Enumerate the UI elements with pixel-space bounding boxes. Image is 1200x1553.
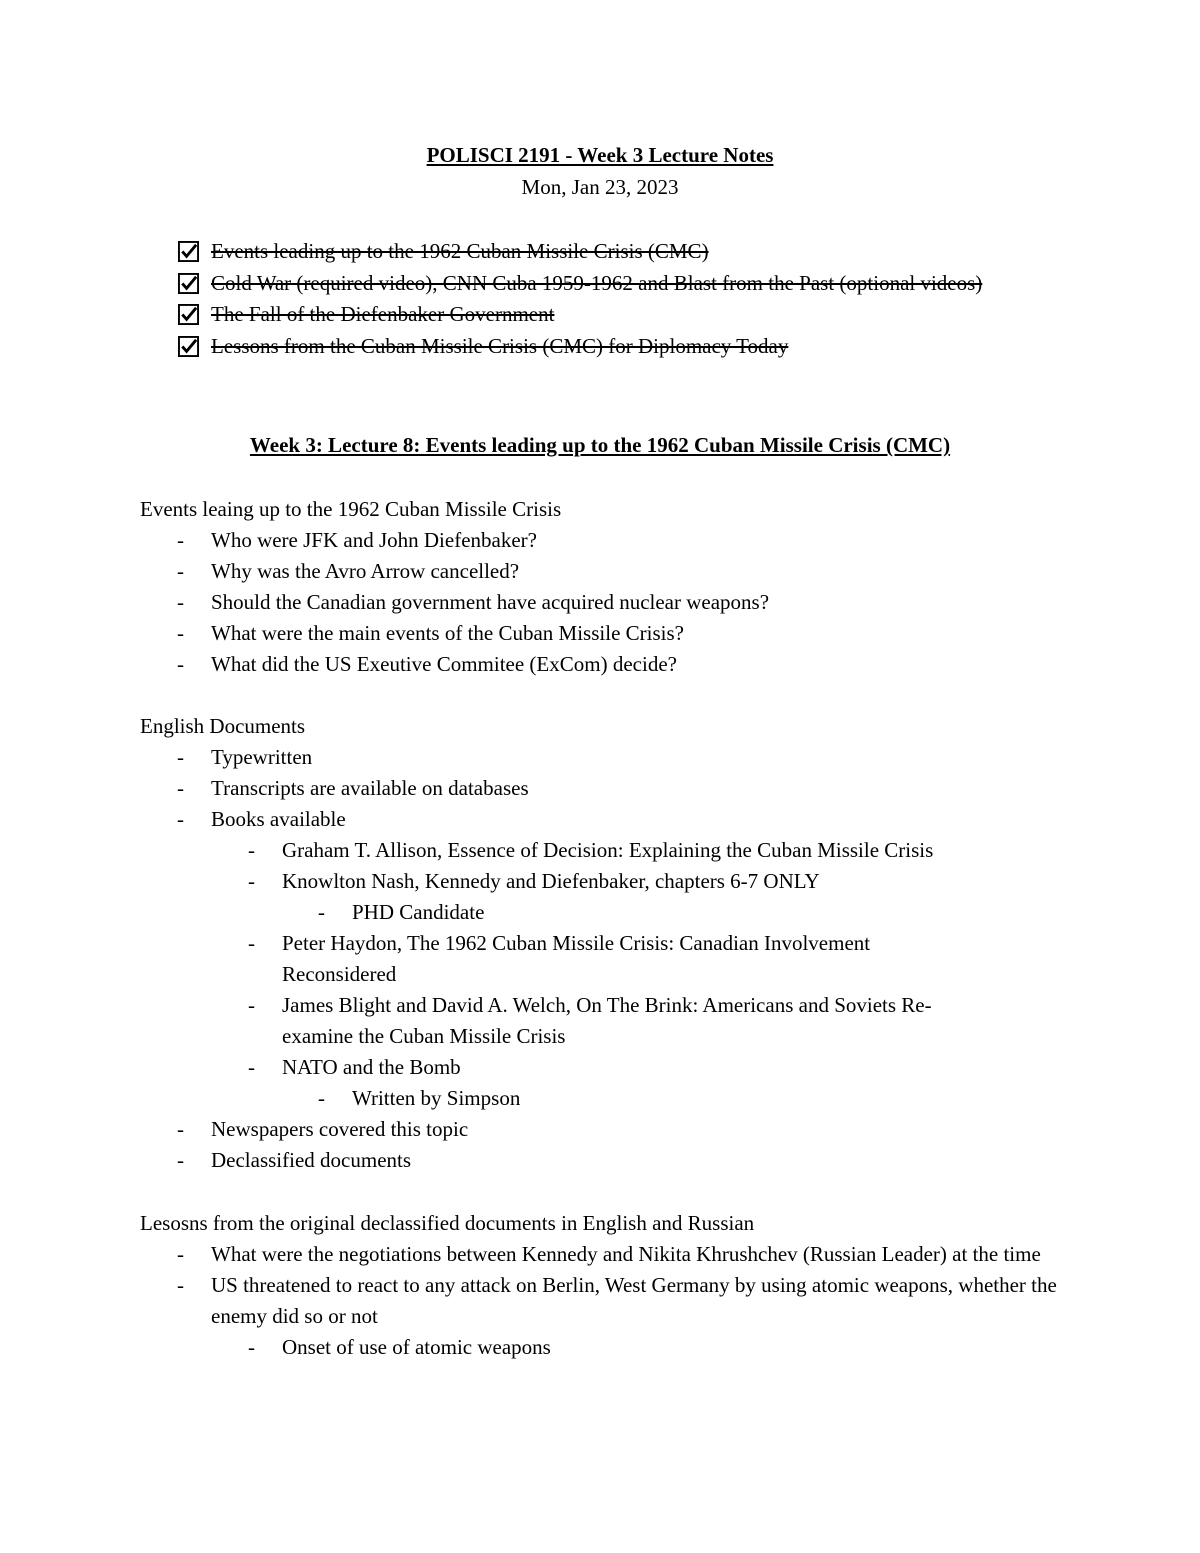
agenda-checklist: [178, 236, 1038, 362]
list-item: - PHD Candidate: [140, 897, 1100, 928]
checklist-item-text: The Fall of the Diefenbaker Government: [211, 302, 555, 326]
list-item: - US threatened to react to any attack on Berlin, West Germany by using atomic weapons, whether the enemy did so or not: [140, 1270, 1081, 1332]
list-item: - Newspapers covered this topic: [140, 1114, 1100, 1145]
list-item: - What did the US Exeutive Commitee (ExCom) decide?: [140, 649, 1100, 680]
list-item: - James Blight and David A. Welch, On The Brink: Americans and Soviets Re-examine the Cuban Missile Crisis: [140, 990, 972, 1052]
list-item: - What were the negotiations between Kennedy and Nikita Khrushchev (Russian Leader) at the time: [140, 1239, 1071, 1270]
dash-marker: -: [177, 1242, 184, 1266]
section-lessons: [140, 1208, 1100, 1363]
dash-marker: -: [177, 1117, 184, 1141]
list-item: - Onset of use of atomic weapons: [140, 1332, 1100, 1363]
dash-marker: -: [177, 590, 184, 614]
page-title: POLISCI 2191 - Week 3 Lecture Notes: [426, 143, 774, 167]
list-item: - Declassified documents: [140, 1145, 1100, 1176]
section-events: [140, 494, 1100, 680]
dash-marker: -: [177, 745, 184, 769]
list-item: - Books available: [140, 804, 1100, 835]
checked-checkbox-icon[interactable]: [178, 336, 199, 357]
dash-marker: -: [248, 931, 255, 955]
list-item: - Peter Haydon, The 1962 Cuban Missile Crisis: Canadian Involvement Reconsidered: [140, 928, 942, 990]
list-item: - Typewritten: [140, 742, 1100, 773]
page-date: Mon, Jan 23, 2023: [521, 175, 679, 199]
list-item: - NATO and the Bomb: [140, 1052, 1100, 1083]
dash-marker: -: [177, 1273, 184, 1297]
checklist-item-text: Lessons from the Cuban Missile Crisis (CMC) for Diplomacy Today: [211, 333, 789, 358]
checked-checkbox-icon[interactable]: [178, 273, 199, 294]
bullet-list: [140, 1239, 1100, 1363]
dash-marker: -: [318, 1086, 325, 1110]
section-title: English Documents: [140, 714, 306, 738]
dash-marker: -: [177, 776, 184, 800]
checklist-item: [178, 299, 1038, 331]
list-item: - Why was the Avro Arrow cancelled?: [140, 556, 1100, 587]
section-title: Lesosns from the original declassified documents in English and Russian: [140, 1211, 755, 1235]
dash-marker: -: [177, 652, 184, 676]
checklist-item: [178, 268, 1038, 300]
checked-checkbox-icon[interactable]: [178, 241, 199, 262]
dash-marker: -: [248, 1335, 255, 1359]
list-item: - Transcripts are available on databases: [140, 773, 1100, 804]
dash-marker: -: [248, 869, 255, 893]
bullet-list: [140, 525, 1100, 680]
dash-marker: -: [177, 559, 184, 583]
dash-marker: -: [177, 1148, 184, 1172]
dash-marker: -: [177, 528, 184, 552]
checklist-item-text: Cold War (required video), CNN Cuba 1959-1962 and Blast from the Past (optional videos): [211, 270, 983, 295]
dash-marker: -: [318, 900, 325, 924]
dash-marker: -: [177, 621, 184, 645]
checklist-item: [178, 331, 1038, 363]
list-item: - Knowlton Nash, Kennedy and Diefenbaker, chapters 6-7 ONLY: [140, 866, 1100, 897]
checked-checkbox-icon[interactable]: [178, 304, 199, 325]
list-item: - Who were JFK and John Diefenbaker?: [140, 525, 1100, 556]
section-title: Events leaing up to the 1962 Cuban Missile Crisis: [140, 497, 562, 521]
dash-marker: -: [248, 993, 255, 1017]
lecture-heading: Week 3: Lecture 8: Events leading up to the 1962 Cuban Missile Crisis (CMC): [249, 433, 951, 457]
bullet-list: [140, 742, 1100, 1176]
checklist-item: [178, 236, 1038, 268]
list-item: - What were the main events of the Cuban Missile Crisis?: [140, 618, 1100, 649]
list-item: - Written by Simpson: [140, 1083, 1100, 1114]
dash-marker: -: [177, 807, 184, 831]
list-item: - Graham T. Allison, Essence of Decision: Explaining the Cuban Missile Crisis: [140, 835, 1100, 866]
list-item: - Should the Canadian government have acquired nuclear weapons?: [140, 587, 1100, 618]
section-english-documents: [140, 711, 1100, 1176]
dash-marker: -: [248, 838, 255, 862]
checklist-item-text: Events leading up to the 1962 Cuban Missile Crisis (CMC): [211, 239, 709, 263]
dash-marker: -: [248, 1055, 255, 1079]
